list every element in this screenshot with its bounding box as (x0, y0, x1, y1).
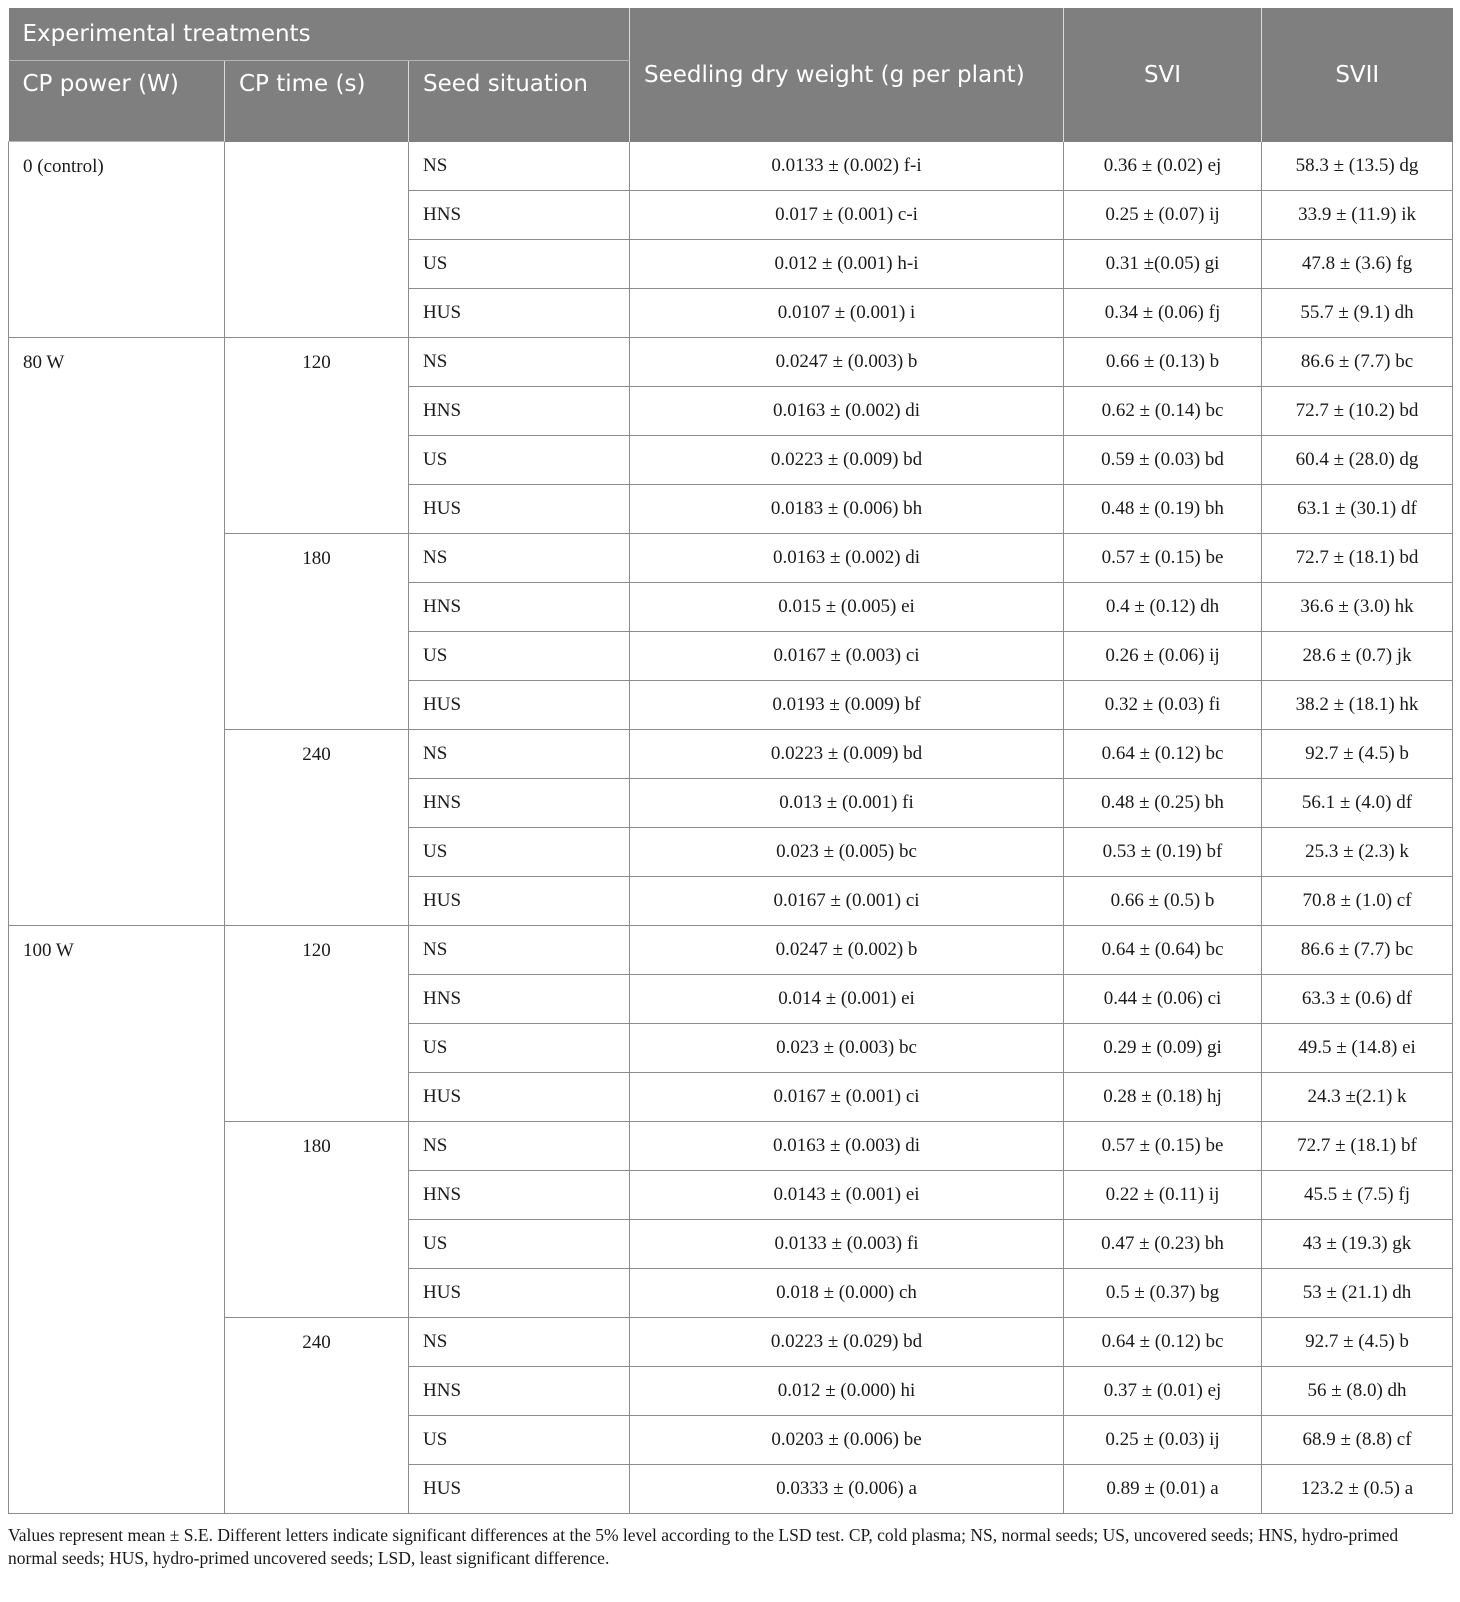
cell-seed-situation: NS (409, 533, 630, 582)
cell-cp-time: 240 (225, 1317, 409, 1513)
cell-svi: 0.44 ± (0.06) ci (1064, 974, 1262, 1023)
cell-svii: 43 ± (19.3) gk (1262, 1219, 1453, 1268)
cell-cp-time: 180 (225, 533, 409, 729)
cell-svii: 60.4 ± (28.0) dg (1262, 435, 1453, 484)
table-body (9, 142, 1453, 1514)
cell-svii: 123.2 ± (0.5) a (1262, 1464, 1453, 1513)
cell-seed-situation: HUS (409, 1464, 630, 1513)
cell-cp-time: 180 (225, 1121, 409, 1317)
cell-svi: 0.48 ± (0.19) bh (1064, 484, 1262, 533)
cell-svi: 0.29 ± (0.09) gi (1064, 1023, 1262, 1072)
cell-svii: 58.3 ± (13.5) dg (1262, 142, 1453, 191)
cell-svi: 0.57 ± (0.15) be (1064, 533, 1262, 582)
cell-svi: 0.64 ± (0.64) bc (1064, 925, 1262, 974)
cell-seed-situation: HNS (409, 974, 630, 1023)
table-container (8, 8, 1452, 1570)
cell-svi: 0.57 ± (0.15) be (1064, 1121, 1262, 1170)
table-row (9, 1121, 1453, 1170)
cell-svii: 92.7 ± (4.5) b (1262, 1317, 1453, 1366)
cell-svii: 70.8 ± (1.0) cf (1262, 876, 1453, 925)
table-row (9, 142, 1453, 191)
cell-svi: 0.66 ± (0.5) b (1064, 876, 1262, 925)
cell-svi: 0.59 ± (0.03) bd (1064, 435, 1262, 484)
cell-svii: 63.1 ± (30.1) df (1262, 484, 1453, 533)
cell-svi: 0.25 ± (0.03) ij (1064, 1415, 1262, 1464)
cell-dry-weight: 0.0223 ± (0.009) bd (630, 435, 1064, 484)
cell-svi: 0.62 ± (0.14) bc (1064, 386, 1262, 435)
header-dry-weight: Seedling dry weight (g per plant) (630, 8, 1064, 142)
cell-dry-weight: 0.0163 ± (0.003) di (630, 1121, 1064, 1170)
cell-dry-weight: 0.0333 ± (0.006) a (630, 1464, 1064, 1513)
cell-dry-weight: 0.0183 ± (0.006) bh (630, 484, 1064, 533)
cell-seed-situation: HNS (409, 582, 630, 631)
cell-seed-situation: US (409, 435, 630, 484)
cell-seed-situation: HNS (409, 1170, 630, 1219)
cell-svii: 56.1 ± (4.0) df (1262, 778, 1453, 827)
cell-seed-situation: HUS (409, 1268, 630, 1317)
cell-seed-situation: NS (409, 142, 630, 191)
cell-dry-weight: 0.017 ± (0.001) c-i (630, 190, 1064, 239)
cell-dry-weight: 0.012 ± (0.000) hi (630, 1366, 1064, 1415)
cell-svii: 72.7 ± (10.2) bd (1262, 386, 1453, 435)
cell-dry-weight: 0.014 ± (0.001) ei (630, 974, 1064, 1023)
table-row (9, 337, 1453, 386)
cell-svii: 28.6 ± (0.7) jk (1262, 631, 1453, 680)
cell-seed-situation: HUS (409, 876, 630, 925)
cell-svi: 0.5 ± (0.37) bg (1064, 1268, 1262, 1317)
cell-cp-power: 100 W (9, 925, 225, 1513)
cell-dry-weight: 0.0143 ± (0.001) ei (630, 1170, 1064, 1219)
cell-svi: 0.64 ± (0.12) bc (1064, 729, 1262, 778)
cell-svi: 0.34 ± (0.06) fj (1064, 288, 1262, 337)
cell-svii: 47.8 ± (3.6) fg (1262, 239, 1453, 288)
cell-svii: 49.5 ± (14.8) ei (1262, 1023, 1453, 1072)
cell-seed-situation: NS (409, 729, 630, 778)
cell-svii: 38.2 ± (18.1) hk (1262, 680, 1453, 729)
header-experimental-treatments: Experimental treatments (9, 8, 630, 61)
header-svii: SVII (1262, 8, 1453, 142)
header-cp-time: CP time (s) (225, 61, 409, 142)
cell-seed-situation: HNS (409, 386, 630, 435)
cell-dry-weight: 0.0167 ± (0.003) ci (630, 631, 1064, 680)
cell-svi: 0.47 ± (0.23) bh (1064, 1219, 1262, 1268)
cell-seed-situation: NS (409, 1317, 630, 1366)
cell-seed-situation: HUS (409, 1072, 630, 1121)
cell-dry-weight: 0.0167 ± (0.001) ci (630, 876, 1064, 925)
cell-svi: 0.25 ± (0.07) ij (1064, 190, 1262, 239)
cell-seed-situation: HNS (409, 1366, 630, 1415)
cell-dry-weight: 0.018 ± (0.000) ch (630, 1268, 1064, 1317)
cell-dry-weight: 0.0107 ± (0.001) i (630, 288, 1064, 337)
cell-svii: 53 ± (21.1) dh (1262, 1268, 1453, 1317)
table-row (9, 729, 1453, 778)
cell-svii: 25.3 ± (2.3) k (1262, 827, 1453, 876)
cell-svi: 0.28 ± (0.18) hj (1064, 1072, 1262, 1121)
cell-dry-weight: 0.015 ± (0.005) ei (630, 582, 1064, 631)
cell-seed-situation: HUS (409, 680, 630, 729)
cell-seed-situation: US (409, 239, 630, 288)
cell-dry-weight: 0.0163 ± (0.002) di (630, 386, 1064, 435)
cell-svi: 0.26 ± (0.06) ij (1064, 631, 1262, 680)
cell-dry-weight: 0.0223 ± (0.009) bd (630, 729, 1064, 778)
cell-svi: 0.48 ± (0.25) bh (1064, 778, 1262, 827)
cell-svii: 92.7 ± (4.5) b (1262, 729, 1453, 778)
table-footnote: Values represent mean ± S.E. Different letters indicate significant differences at the 5% level according to the LSD test. CP, cold plasma; NS, normal seeds; US, uncovered seeds; HNS, hydro-primed normal seeds; HUS, hydro-primed uncovered seeds; LSD, least significant difference. (8, 1524, 1399, 1568)
cell-dry-weight: 0.0133 ± (0.002) f-i (630, 142, 1064, 191)
cell-seed-situation: US (409, 827, 630, 876)
cell-dry-weight: 0.023 ± (0.003) bc (630, 1023, 1064, 1072)
cell-seed-situation: NS (409, 925, 630, 974)
cell-cp-time: 120 (225, 337, 409, 533)
cell-seed-situation: HNS (409, 190, 630, 239)
cell-dry-weight: 0.0193 ± (0.009) bf (630, 680, 1064, 729)
cell-seed-situation: US (409, 1023, 630, 1072)
cell-dry-weight: 0.0223 ± (0.029) bd (630, 1317, 1064, 1366)
cell-svii: 72.7 ± (18.1) bf (1262, 1121, 1453, 1170)
header-seed-situation: Seed situation (409, 61, 630, 142)
cell-svii: 72.7 ± (18.1) bd (1262, 533, 1453, 582)
cell-svii: 86.6 ± (7.7) bc (1262, 925, 1453, 974)
cell-cp-time: 120 (225, 925, 409, 1121)
table-row (9, 533, 1453, 582)
cell-svi: 0.66 ± (0.13) b (1064, 337, 1262, 386)
cell-svii: 36.6 ± (3.0) hk (1262, 582, 1453, 631)
table-header (9, 8, 1453, 142)
cell-svi: 0.4 ± (0.12) dh (1064, 582, 1262, 631)
cell-dry-weight: 0.013 ± (0.001) fi (630, 778, 1064, 827)
cell-dry-weight: 0.012 ± (0.001) h-i (630, 239, 1064, 288)
cell-dry-weight: 0.023 ± (0.005) bc (630, 827, 1064, 876)
cell-svi: 0.36 ± (0.02) ej (1064, 142, 1262, 191)
cell-svii: 55.7 ± (9.1) dh (1262, 288, 1453, 337)
cell-seed-situation: US (409, 1219, 630, 1268)
cell-svi: 0.22 ± (0.11) ij (1064, 1170, 1262, 1219)
cell-cp-time (225, 142, 409, 338)
cell-seed-situation: NS (409, 1121, 630, 1170)
cell-seed-situation: US (409, 1415, 630, 1464)
cell-svii: 33.9 ± (11.9) ik (1262, 190, 1453, 239)
table-row (9, 1317, 1453, 1366)
cell-seed-situation: US (409, 631, 630, 680)
cell-svii: 56 ± (8.0) dh (1262, 1366, 1453, 1415)
cell-svi: 0.31 ±(0.05) gi (1064, 239, 1262, 288)
cell-seed-situation: HNS (409, 778, 630, 827)
cell-dry-weight: 0.0133 ± (0.003) fi (630, 1219, 1064, 1268)
table-row (9, 925, 1453, 974)
cell-seed-situation: HUS (409, 288, 630, 337)
cell-cp-time: 240 (225, 729, 409, 925)
cell-svi: 0.64 ± (0.12) bc (1064, 1317, 1262, 1366)
cell-svi: 0.32 ± (0.03) fi (1064, 680, 1262, 729)
cell-dry-weight: 0.0167 ± (0.001) ci (630, 1072, 1064, 1121)
cell-cp-power: 80 W (9, 337, 225, 925)
cell-cp-power: 0 (control) (9, 142, 225, 338)
cell-dry-weight: 0.0247 ± (0.003) b (630, 337, 1064, 386)
cell-svii: 68.9 ± (8.8) cf (1262, 1415, 1453, 1464)
header-svi: SVI (1064, 8, 1262, 142)
cell-svii: 24.3 ±(2.1) k (1262, 1072, 1453, 1121)
cell-dry-weight: 0.0163 ± (0.002) di (630, 533, 1064, 582)
cell-svii: 63.3 ± (0.6) df (1262, 974, 1453, 1023)
results-table (8, 8, 1453, 1514)
cell-svi: 0.53 ± (0.19) bf (1064, 827, 1262, 876)
cell-svii: 45.5 ± (7.5) fj (1262, 1170, 1453, 1219)
cell-dry-weight: 0.0247 ± (0.002) b (630, 925, 1064, 974)
cell-svii: 86.6 ± (7.7) bc (1262, 337, 1453, 386)
cell-dry-weight: 0.0203 ± (0.006) be (630, 1415, 1064, 1464)
header-cp-power: CP power (W) (9, 61, 225, 142)
cell-seed-situation: NS (409, 337, 630, 386)
cell-seed-situation: HUS (409, 484, 630, 533)
cell-svi: 0.37 ± (0.01) ej (1064, 1366, 1262, 1415)
cell-svi: 0.89 ± (0.01) a (1064, 1464, 1262, 1513)
